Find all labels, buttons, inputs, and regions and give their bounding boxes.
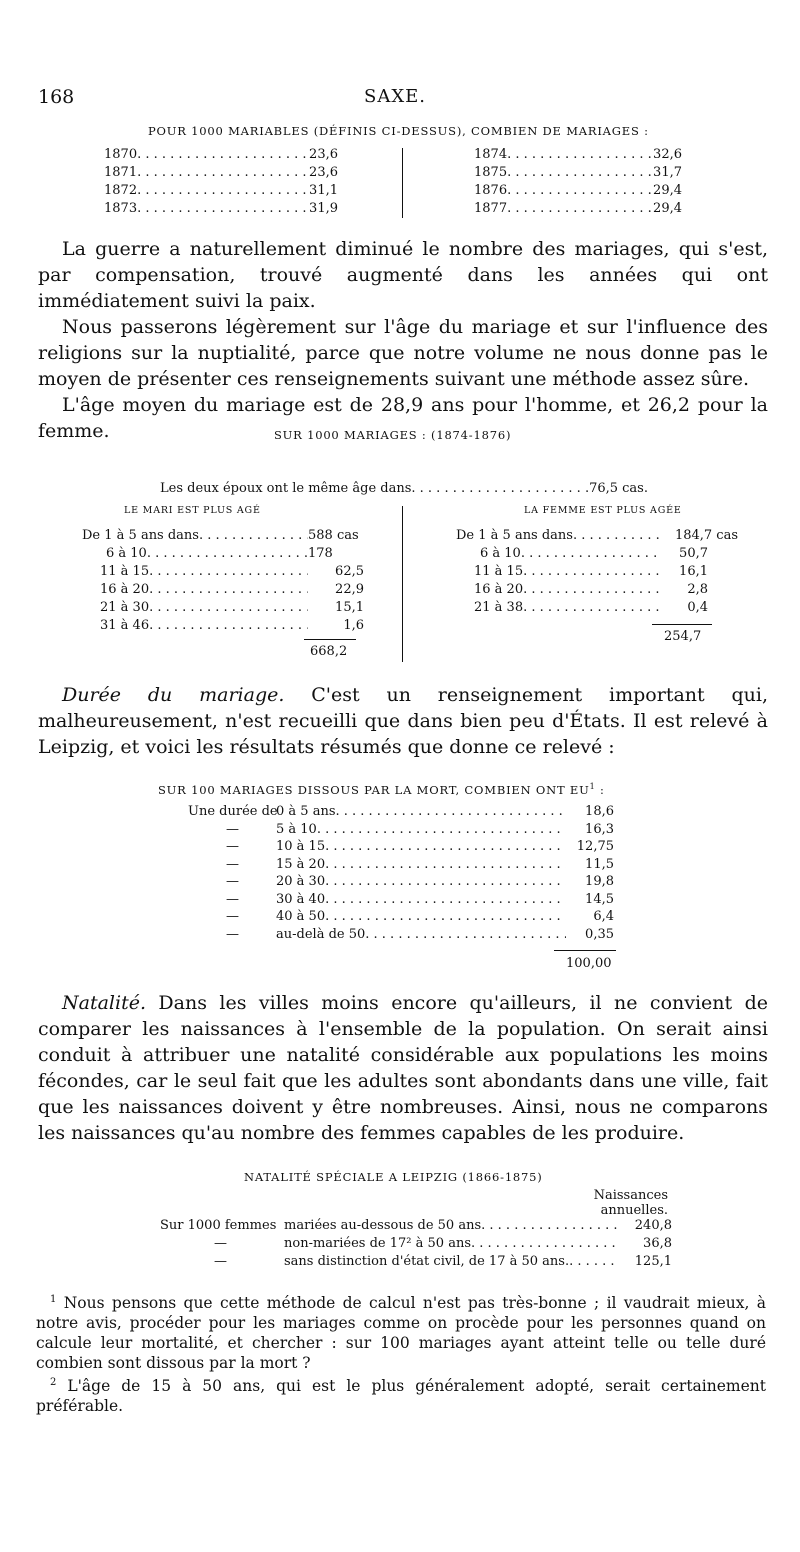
paragraph: Dans les villes moins encore qu'ailleurs, il ne convient de comparer les naissances à l'ensemble de la population. On serait ainsi conduit à attribuer une natalité considérable aux populations les moins fécondes, car le seul fait que les adultes sont abondants dans une ville, fait que les naissances doivent y être nombreuses. Ainsi, nous ne comparons les naissances qu'au nombre des femmes capables de les produire.	[38, 992, 768, 1144]
table-row: 11 à 15 . . . 62,5	[82, 563, 364, 581]
table-row: — 5 à 10 . . . 16,3	[188, 821, 614, 839]
table1-right	[474, 146, 682, 218]
table-row: — non-mariées de 17² à 50 ans . . . 36,8	[160, 1235, 672, 1253]
table-row: — 40 à 50 . . . 6,4	[188, 908, 614, 926]
table-row: 1871 . . . 23,6	[104, 164, 338, 182]
table-row: — sans distinction d'état civil, de 17 à 50 ans. . . . 125,1	[160, 1253, 672, 1271]
table-row: Sur 1000 femmes mariées au-dessous de 50 ans . . . 240,8	[160, 1217, 672, 1235]
table4-body	[160, 1217, 672, 1271]
table-row: 1870 . . . 23,6	[104, 146, 338, 164]
footnote-2: $^2$ L'âge de 15 à 50 ans, qui est le plus généralement adopté, serait certainement préférable.	[36, 1377, 766, 1416]
body-text-2	[38, 682, 768, 760]
paragraph: L'âge moyen du mariage est de 28,9 ans pour l'homme, et 26,2 pour la femme.	[38, 394, 768, 442]
table1-left	[104, 146, 338, 218]
table-row: 1876 . . . 29,4	[474, 182, 682, 200]
table-row: — 15 à 20 . . . 11,5	[188, 856, 614, 874]
table-row: 16 à 20 . . . 22,9	[82, 581, 364, 599]
table-row: 31 à 46 . . . 1,6	[82, 617, 364, 635]
footnote-1: $^1$ Nous pensons que cette méthode de calcul n'est pas très-bonne ; il vaudrait mieux, à notre avis, procéder pour les mariages comme on procède pour les personnes quand on calcule leur mortalité, et chercher : sur 100 mariages ayant atteint telle ou telle duré combien sont dissous par la mort ?	[36, 1294, 766, 1373]
table1-title: POUR 1000 MARIABLES (DÉFINIS CI-DESSUS), COMBIEN DE MARIAGES :	[148, 124, 649, 138]
table2-left-total: 668,2	[310, 644, 348, 659]
paragraph: C'est un renseignement important qui, malheureusement, n'est recueilli que dans bien peu d'États. Il est relevé à Leipzig, et voici les résultats résumés que donne ce relevé :	[38, 684, 769, 758]
table-row: — 10 à 15 . . . 12,75	[188, 838, 614, 856]
table-row: De 1 à 5 ans dans . . . 184,7 cas	[456, 527, 738, 545]
table-row: — 20 à 30 . . . 19,8	[188, 873, 614, 891]
paragraph: La guerre a naturellement diminué le nombre des mariages, qui s'est, par compensation, trouvé augmenté dans les années qui ont immédiatement suivi la paix.	[38, 238, 768, 312]
body-text-1	[38, 236, 768, 444]
table-row: 1877 . . . 29,4	[474, 200, 682, 218]
table-row: 11 à 15 . . . 16,1	[456, 563, 738, 581]
table-row: 21 à 30 . . . 15,1	[82, 599, 364, 617]
table4-column-header: Naissances annuelles.	[593, 1188, 668, 1218]
table-row: 1872 . . . 31,1	[104, 182, 338, 200]
page-number: 168	[38, 86, 75, 108]
footnotes	[36, 1290, 766, 1416]
table3-title: SUR 100 MARIAGES DISSOUS PAR LA MORT, COMBIEN ONT $EU^1$ :	[158, 782, 605, 797]
table2-right	[456, 527, 738, 617]
body-text-3	[38, 990, 768, 1146]
table-row: — 30 à 40 . . . 14,5	[188, 891, 614, 909]
table2-divider	[402, 506, 403, 662]
table2-right-sum-line	[652, 624, 712, 625]
table2-title: SUR 1000 MARIAGES : (1874-1876)	[274, 428, 512, 442]
table-row: 16 à 20 . . . 2,8	[456, 581, 738, 599]
table2-right-header: LA FEMME EST PLUS AGÉE	[524, 505, 682, 516]
table3-sum-line	[554, 950, 616, 951]
table-row: — au-delà de 50 . . . 0,35	[188, 926, 614, 944]
table3-total: 100,00	[566, 956, 612, 971]
table2-left-header: LE MARI EST PLUS AGÉ	[124, 505, 261, 516]
paragraph: Nous passerons légèrement sur l'âge du mariage et sur l'influence des religions sur la nuptialité, parce que notre volume ne nous donne pas le moyen de présenter ces renseignements suivant une méthode assez sûre.	[38, 316, 768, 390]
table2-same-age: Les deux époux ont le même âge dans . . . 76,5 cas.	[160, 480, 648, 498]
table4-title: NATALITÉ SPÉCIALE A LEIPZIG (1866-1875)	[244, 1170, 543, 1184]
table-row: Une durée de 0 à 5 ans . . . 18,6	[188, 803, 614, 821]
table-row: 1874 . . . 32,6	[474, 146, 682, 164]
table-row: 1875 . . . 31,7	[474, 164, 682, 182]
table-row: 6 à 10 . . . 50,7	[456, 545, 738, 563]
table1-divider	[402, 148, 403, 218]
table2-left-sum-line	[304, 639, 356, 640]
table2-right-total: 254,7	[664, 629, 702, 644]
table-row: 21 à 38 . . . 0,4	[456, 599, 738, 617]
table-row: De 1 à 5 ans dans . . . 588 cas	[82, 527, 364, 545]
section-lead: Natalité.	[62, 992, 146, 1014]
table2-left	[82, 527, 364, 635]
running-title: SAXE.	[364, 86, 427, 107]
table3-body	[188, 803, 614, 943]
section-lead: Durée du mariage.	[62, 684, 285, 706]
table-row: 6 à 10 . . . 178	[82, 545, 364, 563]
table-row: 1873 . . . 31,9	[104, 200, 338, 218]
